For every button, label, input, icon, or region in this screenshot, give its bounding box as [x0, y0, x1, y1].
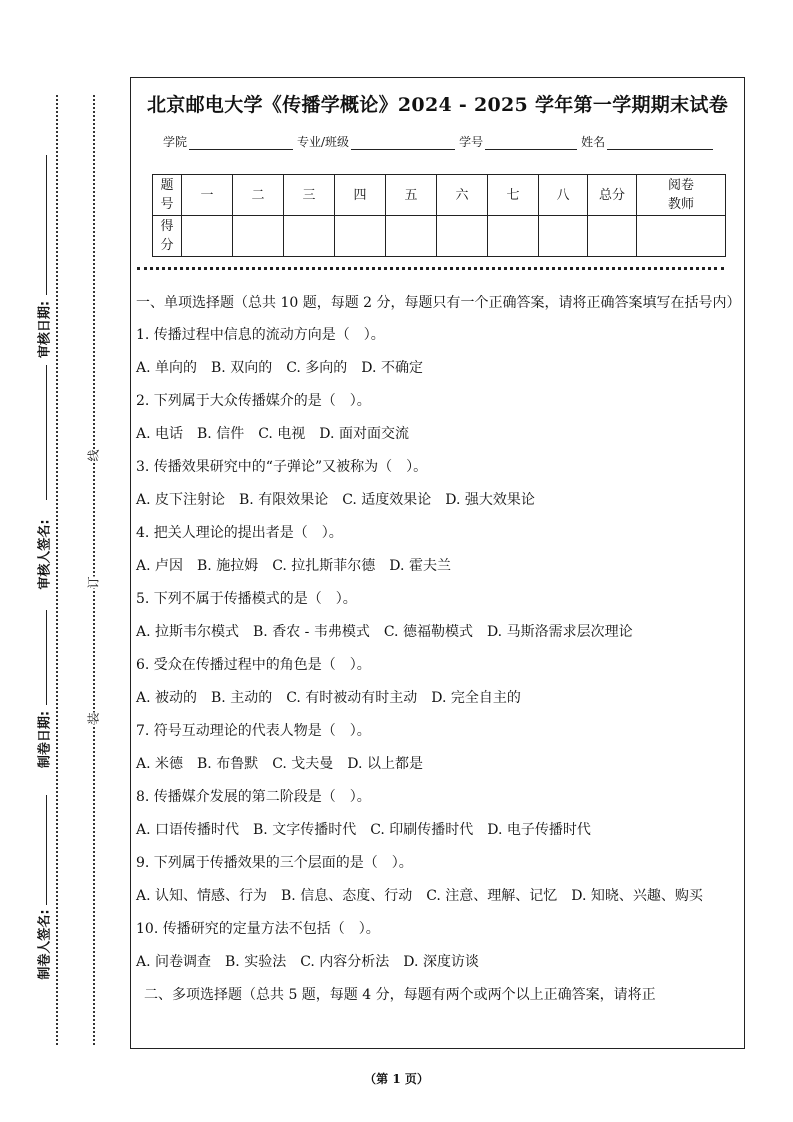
- score-cell[interactable]: [335, 216, 386, 257]
- binding-mark-zhuang: 装: [83, 712, 104, 724]
- student-info-row: [163, 133, 717, 150]
- question-6: 6. 受众在传播过程中的角色是（ ）。: [136, 657, 371, 673]
- maker-sign-label: 制卷人签名:: [37, 909, 53, 980]
- question-8: 8. 传播媒介发展的第二阶段是（ ）。: [136, 789, 371, 805]
- col-7: 七: [488, 175, 539, 216]
- question-9-options: A. 认知、情感、行为 B. 信息、态度、行动 C. 注意、理解、记忆 D. 知晓、兴趣、购买: [136, 888, 703, 904]
- score-cell[interactable]: [637, 216, 726, 257]
- question-3: 3. 传播效果研究中的“子弹论”又被称为（ ）。: [136, 459, 428, 475]
- score-cell[interactable]: [233, 216, 284, 257]
- col-1: 一: [182, 175, 233, 216]
- col-5: 五: [386, 175, 437, 216]
- question-5-options: A. 拉斯韦尔模式 B. 香农 - 韦弗模式 C. 德福勒模式 D. 马斯洛需求层次理论: [136, 624, 633, 640]
- col-2: 二: [233, 175, 284, 216]
- col-4: 四: [335, 175, 386, 216]
- review-date-label: 审核日期:: [37, 300, 53, 359]
- make-date-line: [46, 610, 47, 705]
- name-field[interactable]: [607, 135, 713, 150]
- outer-dotted-line: [56, 95, 58, 1045]
- reviewer-sign-label: 审核人签名:: [37, 519, 53, 590]
- name-label: 姓名: [581, 135, 606, 149]
- question-2: 2. 下列属于大众传播媒介的是（ ）。: [136, 393, 371, 409]
- exam-content: [136, 293, 741, 1005]
- score-cell[interactable]: [182, 216, 233, 257]
- question-1-options: A. 单向的 B. 双向的 C. 多向的 D. 不确定: [136, 360, 423, 376]
- question-7: 7. 符号互动理论的代表人物是（ ）。: [136, 723, 371, 739]
- question-2-options: A. 电话 B. 信件 C. 电视 D. 面对面交流: [136, 426, 409, 442]
- header-defen: 得 分: [153, 216, 182, 257]
- review-date-line: [46, 155, 47, 295]
- question-10: 10. 传播研究的定量方法不包括（ ）。: [136, 921, 380, 937]
- col-8: 八: [539, 175, 588, 216]
- section1-heading: 一、单项选择题（总共 10 题，每题 2 分，每题只有一个正确答案，请将正确答案填写在括号内）: [136, 295, 741, 311]
- question-4: 4. 把关人理论的提出者是（ ）。: [136, 525, 343, 541]
- score-table: [152, 174, 726, 257]
- binding-mark-ding: 订: [83, 576, 104, 588]
- col-3: 三: [284, 175, 335, 216]
- question-6-options: A. 被动的 B. 主动的 C. 有时被动有时主动 D. 完全自主的: [136, 690, 521, 706]
- score-value-row: [153, 216, 726, 257]
- exam-frame: [130, 77, 745, 1049]
- score-cell[interactable]: [284, 216, 335, 257]
- col-total: 总分: [588, 175, 637, 216]
- section2-heading: 二、多项选择题（总共 5 题，每题 4 分，每题有两个或两个以上正确答案，请将正: [144, 987, 656, 1003]
- reviewer-sign-line: [46, 365, 47, 500]
- question-3-options: A. 皮下注射论 B. 有限效果论 C. 适度效果论 D. 强大效果论: [136, 492, 535, 508]
- binding-dotted-line: [93, 95, 95, 1045]
- score-header-row: [153, 175, 726, 216]
- question-7-options: A. 米德 B. 布鲁默 C. 戈夫曼 D. 以上都是: [136, 756, 423, 772]
- score-cell[interactable]: [437, 216, 488, 257]
- major-class-field[interactable]: [351, 135, 455, 150]
- score-cell[interactable]: [488, 216, 539, 257]
- col-6: 六: [437, 175, 488, 216]
- major-class-label: 专业/班级: [297, 135, 350, 149]
- student-id-label: 学号: [459, 135, 484, 149]
- score-cell[interactable]: [539, 216, 588, 257]
- score-cell[interactable]: [386, 216, 437, 257]
- question-9: 9. 下列属于传播效果的三个层面的是（ ）。: [136, 855, 413, 871]
- make-date-label: 制卷日期:: [37, 710, 53, 769]
- student-id-field[interactable]: [485, 135, 577, 150]
- question-4-options: A. 卢因 B. 施拉姆 C. 拉扎斯菲尔德 D. 霍夫兰: [136, 558, 451, 574]
- maker-sign-line: [46, 795, 47, 905]
- question-10-options: A. 问卷调查 B. 实验法 C. 内容分析法 D. 深度访谈: [136, 954, 479, 970]
- question-5: 5. 下列不属于传播模式的是（ ）。: [136, 591, 357, 607]
- page-number: （第 1 页）: [364, 1072, 429, 1086]
- exam-title: 北京邮电大学《传播学概论》2024 - 2025 学年第一学期期末试卷: [147, 94, 728, 116]
- dotted-separator: [137, 267, 724, 270]
- col-reviewer: 阅卷 教师: [637, 175, 726, 216]
- question-8-options: A. 口语传播时代 B. 文字传播时代 C. 印刷传播时代 D. 电子传播时代: [136, 822, 591, 838]
- question-1: 1. 传播过程中信息的流动方向是（ ）。: [136, 327, 385, 343]
- binding-mark-xian: 线: [83, 449, 104, 461]
- college-field[interactable]: [189, 135, 293, 150]
- header-tihao: 题 号: [153, 175, 182, 216]
- college-label: 学院: [163, 135, 188, 149]
- score-cell[interactable]: [588, 216, 637, 257]
